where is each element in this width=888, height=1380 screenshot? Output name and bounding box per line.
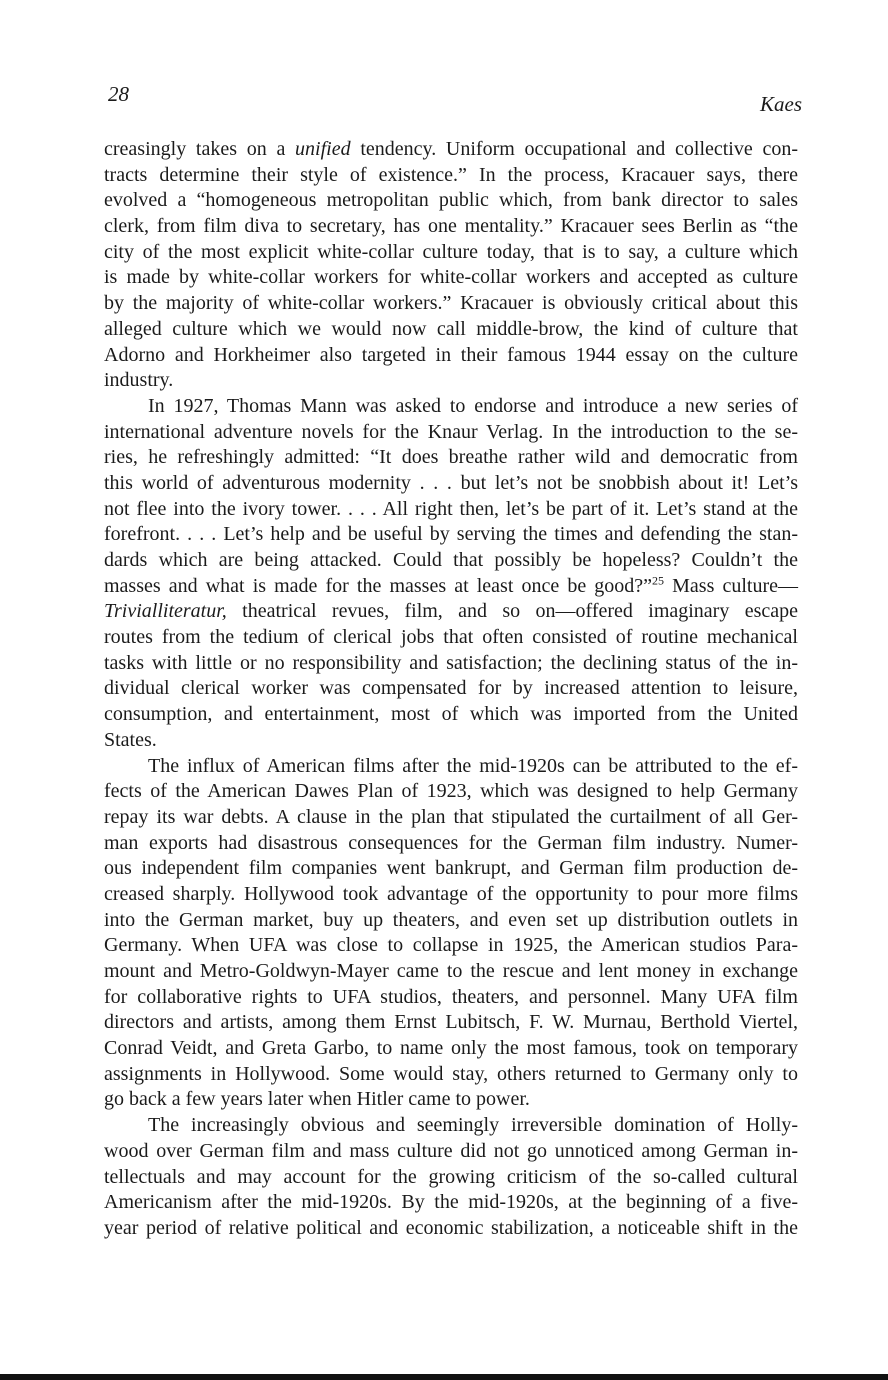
text-line: In 1927, Thomas Mann was asked to endorse and introduce a new series of [148,394,798,417]
text-line: The increasingly obvious and seemingly irreversible domination of Holly- [148,1114,798,1137]
text-line: repay its war debts. A clause in the plan that stipulated the curtailment of all Ger- [104,805,798,828]
page-number: 28 [108,82,129,106]
text-line: tasks with little or no responsibility and satisfaction; the declining status of the in- [104,651,798,674]
text-line: routes from the tedium of clerical jobs that often consisted of routine mechanical [104,626,798,649]
running-head: Kaes [760,92,802,116]
text-line: not flee into the ivory tower. . . . All right then, let’s be part of it. Let’s stand at the [104,497,798,520]
text-line: ous independent film companies went bankrupt, and German film production de- [104,857,798,880]
text-line: tracts determine their style of existence.” In the process, Kracauer says, there [104,163,798,186]
text-line: man exports had disastrous consequences for the German film industry. Numer- [104,831,798,854]
text-line: consumption, and entertainment, most of which was imported from the United [104,703,798,726]
text-line: masses and what is made for the masses at least once be good?”$^{25}$ Mass culture— [104,573,798,597]
text-line: year period of relative political and economic stabilization, a noticeable shift in the [104,1216,798,1239]
text-line: Trivialliteratur, theatrical revues, film, and so on—offered imaginary escape [104,600,798,623]
text-line: assignments in Hollywood. Some would stay, others returned to Germany only to [104,1062,798,1085]
paragraph-1 [104,137,798,394]
text-line: creased sharply. Hollywood took advantage of the opportunity to pour more films [104,882,798,905]
text-line: fects of the American Dawes Plan of 1923, which was designed to help Germany [104,780,798,803]
text-line: Americanism after the mid-1920s. By the mid-1920s, at the beginning of a five- [104,1191,798,1214]
text-line: industry. [104,369,174,392]
text-line: city of the most explicit white-collar culture today, that is to say, a culture which [104,240,798,263]
text-line: Conrad Veidt, and Greta Garbo, to name only the most famous, took on temporary [104,1037,798,1060]
text-line: Adorno and Horkheimer also targeted in their famous 1944 essay on the culture [104,343,798,366]
text-line: dividual clerical worker was compensated for by increased attention to leisure, [104,677,798,700]
text-line: States. [104,728,157,751]
text-line: ries, he refreshingly admitted: “It does breathe rather wild and democratic from [104,446,798,469]
text-line: dards which are being attacked. Could that possibly be hopeless? Couldn’t the [104,549,798,571]
paragraph-4 [104,1113,798,1241]
text-line: evolved a “homogeneous metropolitan public which, from bank director to sales [104,189,798,212]
text-line: this world of adventurous modernity . . . but let’s not be snobbish about it! Let’s [104,471,798,494]
paragraph-2 [104,394,798,754]
paragraph-3 [104,754,798,1114]
text-line: mount and Metro-Goldwyn-Mayer came to the rescue and lent money in exchange [104,960,798,982]
text-line: Germany. When UFA was close to collapse in 1925, the American studios Para- [104,934,798,957]
text-line: alleged culture which we would now call middle-brow, the kind of culture that [104,317,798,340]
text-line: wood over German film and mass culture did not go unnoticed among German in- [104,1139,798,1162]
text-line: for collaborative rights to UFA studios, theaters, and personnel. Many UFA film [104,985,798,1008]
text-line: clerk, from film diva to secretary, has one mentality.” Kracauer sees Berlin as “the [104,215,798,238]
text-line: go back a few years later when Hitler came to power. [104,1088,530,1111]
text-line: into the German market, buy up theaters, and even set up distribution outlets in [104,908,798,931]
body-text [104,137,798,1242]
scan-edge [0,1374,888,1380]
text-line: directors and artists, among them Ernst Lubitsch, F. W. Murnau, Berthold Viertel, [104,1011,798,1034]
text-line: by the majority of white-collar workers.” Kracauer is obviously critical about this [104,292,798,315]
text-line: international adventure novels for the Knaur Verlag. In the introduction to the se- [104,420,798,443]
text-line: The influx of American films after the mid-1920s can be attributed to the ef- [148,754,798,777]
text-line: is made by white-collar workers for white-collar workers and accepted as culture [104,266,798,289]
text-line: creasingly takes on a unified tendency. Uniform occupational and collective con- [104,138,798,160]
text-line: tellectuals and may account for the growing criticism of the so-called cultural [104,1165,798,1188]
text-line: forefront. . . . Let’s help and be useful by serving the times and defending the stan- [104,523,798,546]
